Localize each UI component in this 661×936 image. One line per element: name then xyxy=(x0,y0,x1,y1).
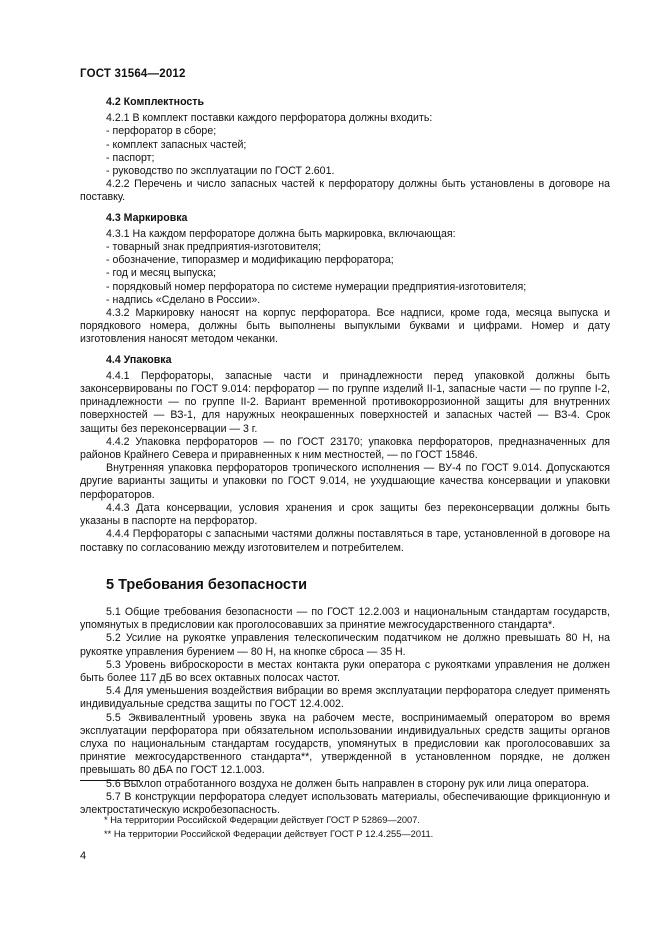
paragraph-5-4: 5.4 Для уменьшения воздействия вибрации во время эксплуатации перфоратора следует применять индивидуальные средства защиты по ГОСТ 12.4.002. xyxy=(80,685,610,711)
paragraph-4-2-2: 4.2.2 Перечень и число запасных частей к перфоратору должны быть установлены в договоре на поставку. xyxy=(80,178,610,204)
paragraph-5-6: 5.6 Выхлоп отработанного воздуха не должен быть направлен в сторону рук или лица оператора. xyxy=(106,777,590,790)
list-item: - надпись «Сделано в России». xyxy=(106,293,261,306)
list-item: - обозначение, типоразмер и модификацию перфоратора; xyxy=(106,254,394,267)
paragraph-4-4-2-cont: Внутренняя упаковка перфораторов тропического исполнения — ВУ-4 по ГОСТ 9.014. Допускаются другие варианты защиты и упаковки по ГОСТ 9.014, не ухудшающие качества консервации и упаковки перфораторов. xyxy=(80,462,610,501)
section-4-4-title: 4.4 Упаковка xyxy=(106,353,172,366)
paragraph-5-1: 5.1 Общие требования безопасности — по ГОСТ 12.2.003 и национальным стандартам государств, упомянутых в предисловии как проголосовавших за принятие межгосударственного стандарта*. xyxy=(80,605,610,632)
footnotes xyxy=(104,813,433,841)
list-item: - паспорт; xyxy=(106,151,155,164)
page-number: 4 xyxy=(80,850,87,862)
paragraph-4-4-4: 4.4.4 Перфораторы с запасными частями должны поставляться в таре, установленной в договоре на поставку по согласованию между изготовителем и потребителем. xyxy=(80,528,610,554)
paragraph-4-3-1: 4.3.1 На каждом перфораторе должна быть маркировка, включающая: xyxy=(106,227,456,240)
list-item: - руководство по эксплуатации по ГОСТ 2.601. xyxy=(106,165,335,178)
document-header: ГОСТ 31564—2012 xyxy=(80,68,186,80)
document-body xyxy=(80,96,610,817)
paragraph-4-3-2: 4.3.2 Маркировку наносят на корпус перфоратора. Все надписи, кроме года, месяца выпуска и порядкового номера, должны быть выполнены выпуклыми буквами и цифрами. Номер и дату изготовления наносят методом чеканки. xyxy=(80,307,610,346)
list-item: - год и месяц выпуска; xyxy=(106,267,217,280)
paragraph-4-4-2: 4.4.2 Упаковка перфораторов — по ГОСТ 23170; упаковка перфораторов, предназначенных для районов Крайнего Севера и приравненных к ним местностей, — по ГОСТ 15846. xyxy=(80,435,610,462)
paragraph-4-2-1: 4.2.1 В комплект поставки каждого перфоратора должны входить: xyxy=(106,112,433,125)
section-4-2-title: 4.2 Комплектность xyxy=(106,96,204,108)
paragraph-4-4-1: 4.4.1 Перфораторы, запасные части и принадлежности перед упаковкой должны быть законсервированы по ГОСТ 9.014: перфоратор — по группе изделий II-1, запасные части — по группе I-2, принадлежности — по группе II-2. Вариант временной противокоррозионной защиты для внутренних поверхностей — ВЗ-1, для наружных неокрашенных поверхностей и запасных частей — ВЗ-4. Срок защиты без переконсервации — 3 г. xyxy=(80,369,610,435)
list-item: - комплект запасных частей; xyxy=(106,138,247,151)
footnote-1: * На территории Российской Федерации действует ГОСТ Р 52869—2007. xyxy=(104,815,420,825)
list-item: - перфоратор в сборе; xyxy=(106,125,217,138)
paragraph-5-3: 5.3 Уровень виброскорости в местах контакта руки оператора с рукоятками управления не должен быть более 117 дБ во всех октавных полосах частот. xyxy=(80,658,610,684)
paragraph-5-2: 5.2 Усилие на рукоятке управления телескопическим податчиком не должно превышать 80 Н, на рукоятке управления бурением — 80 Н, на кнопке сброса — 35 Н. xyxy=(80,632,610,658)
list-item: - товарный знак предприятия-изготовителя; xyxy=(106,241,322,254)
paragraph-5-7: 5.7 В конструкции перфоратора следует использовать материалы, обеспечивающие фрикционную и электростатическую искробезопасность. xyxy=(80,790,610,816)
section-4-3-title: 4.3 Маркировка xyxy=(106,211,188,224)
paragraph-4-4-3: 4.4.3 Дата консервации, условия хранения и срок защиты без переконсервации должны быть указаны в паспорте на перфоратор. xyxy=(80,501,610,528)
section-5-title: 5 Требования безопасности xyxy=(106,576,308,593)
list-item: - порядковый номер перфоратора по системе нумерации предприятия-изготовителя; xyxy=(106,280,527,293)
footnote-separator xyxy=(80,780,140,781)
paragraph-5-5: 5.5 Эквивалентный уровень звука на рабочем месте, воспринимаемый оператором во время эксплуатации перфоратора при обязательном использовании индивидуальных средств защиты органов слуха по национальным стандартам государств, упомянутых в предисловии как проголосовавших за принятие межгосударственного стандарта**, утвержденной в установленном порядке, не должен превышать 80 дБА по ГОСТ 12.1.003. xyxy=(80,711,610,777)
footnote-2: ** На территории Российской Федерации действует ГОСТ Р 12.4.255—2011. xyxy=(104,829,434,839)
